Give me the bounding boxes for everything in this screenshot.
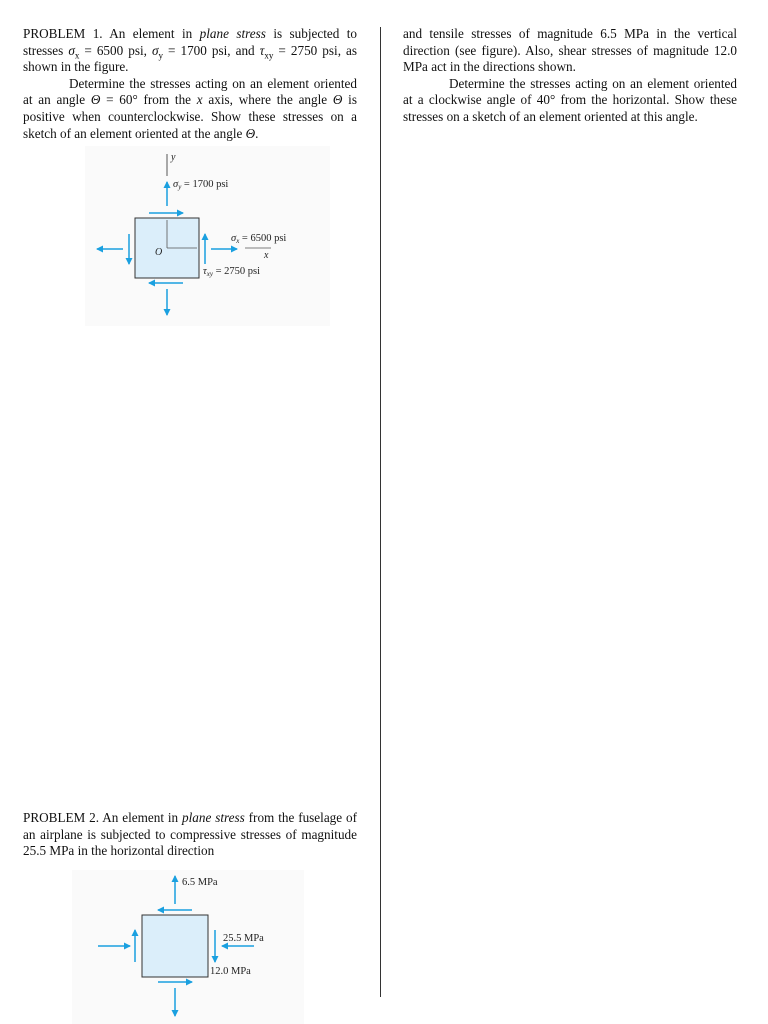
text-run: An element in <box>102 26 200 41</box>
text-run: axis, where the angle <box>202 92 333 108</box>
problem-2-statement <box>23 810 357 860</box>
theta-symbol: Θ <box>245 125 256 141</box>
problem-2-continuation: and tensile stresses of magnitude 6.5 MPa in the vertical direction (see figure). Also, shear stresses of magnitude 12.0 MPa act in the directions shown. <box>403 26 737 75</box>
origin-label: O <box>155 247 163 258</box>
figure-1-svg <box>85 146 330 326</box>
text-run: Determine the stresses acting on an element oriented at an angle <box>23 75 357 108</box>
shear-stress-label: 12.0 MPa <box>210 966 251 977</box>
emphasis-plane-stress: plane stress <box>199 26 266 41</box>
theta-symbol: Θ <box>90 92 101 108</box>
sigma-y-symbol: σ <box>173 179 179 190</box>
sigma-y-symbol: σ <box>151 42 159 58</box>
figure-1-stress-element <box>85 146 330 326</box>
sigma-x-subscript: x <box>236 237 240 245</box>
sigma-y-subscript: y <box>178 183 182 191</box>
x-axis-symbol: x <box>196 92 203 108</box>
emphasis-plane-stress: plane stress <box>182 810 245 825</box>
text-run: = 6500 psi, <box>79 42 152 58</box>
problem-2-continued-text <box>403 26 737 126</box>
figure-background <box>85 146 330 326</box>
tau-symbol: τ <box>203 266 207 277</box>
sigma-y-label <box>173 179 228 191</box>
sigma-x-label <box>231 233 286 245</box>
problem-2-heading: PROBLEM 2. <box>23 810 100 825</box>
text-run: An element in <box>99 810 183 825</box>
text-run: is positive when counterclockwise. Show these stresses on a sketch of an element oriented at the angle <box>23 92 357 141</box>
stress-element-square <box>142 915 208 977</box>
figure-2-svg <box>72 870 304 1024</box>
text-run: = 60° from the <box>100 92 197 108</box>
column-divider <box>380 27 381 997</box>
sigma-y-value: = 1700 psi <box>181 179 229 190</box>
sigma-x-symbol: σ <box>68 42 75 58</box>
sigma-x-symbol: σ <box>231 233 237 244</box>
tau-subscript: xy <box>206 270 213 278</box>
text-run: = 2750 psi, as shown in the figure. <box>23 42 358 75</box>
vertical-stress-label: 6.5 MPa <box>182 877 218 888</box>
horizontal-stress-label: 25.5 MPa <box>223 933 264 944</box>
problem-2-text <box>23 810 357 860</box>
sigma-x-value: = 6500 psi <box>239 233 287 244</box>
text-run: . <box>255 125 259 141</box>
theta-symbol: Θ <box>332 92 343 108</box>
text-run: from the fuselage of an airplane is subjected to compressive stresses of magnitude 25.5 MPa in the horizontal direction <box>23 810 358 859</box>
problem-1-heading: PROBLEM 1. <box>23 26 103 41</box>
x-axis-label: x <box>264 250 269 261</box>
subscript: xy <box>264 50 274 61</box>
problem-1-task <box>23 76 357 142</box>
tau-xy-symbol: τ <box>259 42 265 58</box>
subscript: x <box>74 50 80 61</box>
problem-1-statement <box>23 26 357 76</box>
y-axis-label: y <box>171 152 176 163</box>
problem-2-task: Determine the stresses acting on an element oriented at a clockwise angle of 40° from the horizontal. Show these stresses on a sketch of an element oriented at this angle. <box>403 75 737 124</box>
problem-1-text <box>23 26 357 142</box>
subscript: y <box>158 50 163 61</box>
text-run: = 1700 psi, and <box>162 42 260 58</box>
figure-2-stress-element <box>72 870 304 1024</box>
text-run: is subjected to stresses <box>23 26 357 58</box>
tau-value: = 2750 psi <box>212 266 261 277</box>
